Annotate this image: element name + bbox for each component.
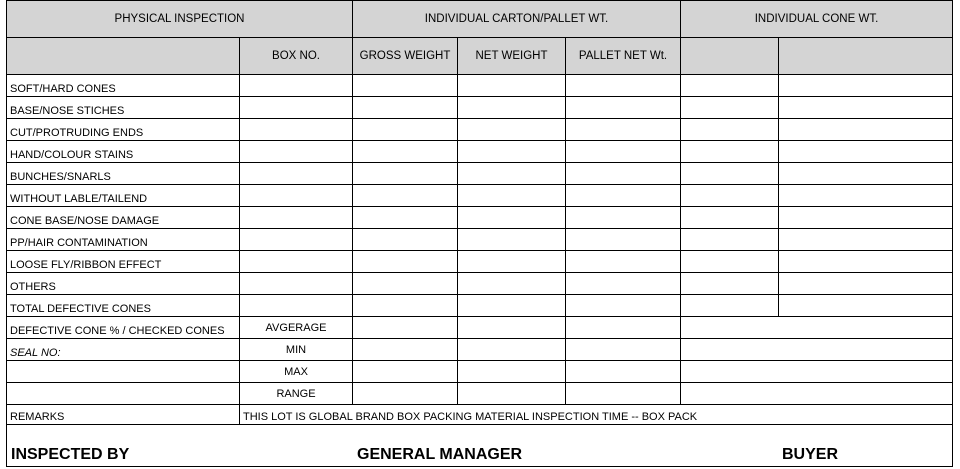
cone-weight-cell[interactable] [681,163,779,185]
net-weight-cell[interactable] [458,207,566,229]
min-label: MIN [240,339,353,361]
net-weight-cell[interactable] [458,163,566,185]
net-weight-cell[interactable] [458,251,566,273]
box-no-cell[interactable] [240,273,353,295]
table-row [7,361,953,383]
defect-label: CONE BASE/NOSE DAMAGE [7,207,240,229]
column-pallet-net-wt: PALLET NET Wt. [566,38,681,75]
gross-weight-cell[interactable] [353,75,458,97]
cone-weight-cell[interactable] [779,295,953,317]
gross-weight-cell[interactable] [353,383,458,405]
blank-label-cell[interactable] [7,383,240,405]
cone-weight-cell[interactable] [779,207,953,229]
pallet-net-cell[interactable] [566,207,681,229]
cone-weight-cell[interactable] [681,251,779,273]
cone-weight-cell[interactable] [779,163,953,185]
column-cone-weight-1 [681,38,779,75]
cone-weight-cell[interactable] [681,383,953,405]
gross-weight-cell[interactable] [353,207,458,229]
general-manager-label: GENERAL MANAGER [357,445,523,463]
net-weight-cell[interactable] [458,141,566,163]
column-gross-weight: GROSS WEIGHT [353,38,458,75]
pallet-net-cell[interactable] [566,75,681,97]
cone-weight-cell[interactable] [779,185,953,207]
defective-percent-label: DEFECTIVE CONE % / CHECKED CONES [7,317,240,339]
cone-weight-cell[interactable] [681,119,779,141]
remarks-label: REMARKS [7,405,240,425]
signature-row [7,425,953,467]
gross-weight-cell[interactable] [353,141,458,163]
gross-weight-cell[interactable] [353,273,458,295]
defect-label: BUNCHES/SNARLS [7,163,240,185]
pallet-net-cell[interactable] [566,141,681,163]
cone-weight-cell[interactable] [681,361,953,383]
blank-label-cell[interactable] [7,361,240,383]
box-no-cell[interactable] [240,207,353,229]
gross-weight-cell[interactable] [353,295,458,317]
gross-weight-cell[interactable] [353,97,458,119]
pallet-net-cell[interactable] [566,251,681,273]
cone-weight-cell[interactable] [779,141,953,163]
header-blank [7,38,240,75]
cone-weight-cell[interactable] [681,273,779,295]
column-cone-weight-2 [779,38,953,75]
cone-weight-cell[interactable] [779,97,953,119]
range-label: RANGE [240,383,353,405]
header-carton-pallet-weight: INDIVIDUAL CARTON/PALLET WT. [353,1,681,38]
remarks-row [7,405,953,425]
cone-weight-cell[interactable] [779,229,953,251]
cone-weight-cell[interactable] [681,141,779,163]
box-no-cell[interactable] [240,141,353,163]
header-physical-inspection: PHYSICAL INSPECTION [7,1,353,38]
header-cone-weight: INDIVIDUAL CONE WT. [681,1,953,38]
net-weight-cell[interactable] [458,185,566,207]
box-no-cell[interactable] [240,119,353,141]
signature-area [7,425,953,467]
seal-no-label: SEAL NO: [7,339,240,361]
cone-weight-cell[interactable] [681,295,779,317]
max-label: MAX [240,361,353,383]
net-weight-cell[interactable] [458,119,566,141]
net-weight-cell[interactable] [458,229,566,251]
gross-weight-cell[interactable] [353,361,458,383]
box-no-cell[interactable] [240,251,353,273]
table-row [7,295,953,317]
box-no-cell[interactable] [240,97,353,119]
defect-label: WITHOUT LABLE/TAILEND [7,185,240,207]
table-row [7,229,953,251]
pallet-net-cell[interactable] [566,163,681,185]
net-weight-cell[interactable] [458,361,566,383]
net-weight-cell[interactable] [458,97,566,119]
gross-weight-cell[interactable] [353,317,458,339]
cone-weight-cell[interactable] [681,185,779,207]
cone-weight-cell[interactable] [681,339,953,361]
net-weight-cell[interactable] [458,339,566,361]
pallet-net-cell[interactable] [566,317,681,339]
table-row [7,207,953,229]
defect-label: LOOSE FLY/RIBBON EFFECT [7,251,240,273]
table-row [7,97,953,119]
table-row [7,317,953,339]
table-row [7,251,953,273]
table-row [7,185,953,207]
box-no-cell[interactable] [240,229,353,251]
pallet-net-cell[interactable] [566,97,681,119]
defect-label: HAND/COLOUR STAINS [7,141,240,163]
table-row [7,273,953,295]
box-no-cell[interactable] [240,295,353,317]
average-label: AVGERAGE [240,317,353,339]
inspection-table [6,0,953,467]
column-box-no: BOX NO. [240,38,353,75]
gross-weight-cell[interactable] [353,163,458,185]
cone-weight-cell[interactable] [779,75,953,97]
table-row [7,383,953,405]
pallet-net-cell[interactable] [566,119,681,141]
box-no-cell[interactable] [240,185,353,207]
pallet-net-cell[interactable] [566,229,681,251]
cone-weight-cell[interactable] [681,75,779,97]
table-row [7,339,953,361]
pallet-net-cell[interactable] [566,185,681,207]
inspection-form [6,0,952,467]
cone-weight-cell[interactable] [779,273,953,295]
gross-weight-cell[interactable] [353,339,458,361]
cone-weight-cell[interactable] [681,97,779,119]
box-no-cell[interactable] [240,75,353,97]
net-weight-cell[interactable] [458,317,566,339]
cone-weight-cell[interactable] [681,207,779,229]
gross-weight-cell[interactable] [353,119,458,141]
buyer-label: BUYER [782,445,839,463]
table-row [7,75,953,97]
defect-label: TOTAL DEFECTIVE CONES [7,295,240,317]
gross-weight-cell[interactable] [353,185,458,207]
table-row [7,119,953,141]
net-weight-cell[interactable] [458,383,566,405]
net-weight-cell[interactable] [458,295,566,317]
net-weight-cell[interactable] [458,75,566,97]
pallet-net-cell[interactable] [566,273,681,295]
net-weight-cell[interactable] [458,273,566,295]
box-no-cell[interactable] [240,163,353,185]
inspected-by-label: INSPECTED BY [11,445,130,463]
cone-weight-cell[interactable] [779,251,953,273]
pallet-net-cell[interactable] [566,339,681,361]
gross-weight-cell[interactable] [353,251,458,273]
cone-weight-cell[interactable] [681,229,779,251]
defect-label: PP/HAIR CONTAMINATION [7,229,240,251]
pallet-net-cell[interactable] [566,383,681,405]
gross-weight-cell[interactable] [353,229,458,251]
remarks-text[interactable]: THIS LOT IS GLOBAL BRAND BOX PACKING MATERIAL INSPECTION TIME -- BOX PACK [240,405,953,425]
defect-label: SOFT/HARD CONES [7,75,240,97]
defect-label: BASE/NOSE STICHES [7,97,240,119]
cone-weight-cell[interactable] [779,119,953,141]
table-row [7,163,953,185]
defect-label: CUT/PROTRUDING ENDS [7,119,240,141]
pallet-net-cell[interactable] [566,361,681,383]
column-net-weight: NET WEIGHT [458,38,566,75]
pallet-net-cell[interactable] [566,295,681,317]
cone-weight-cell[interactable] [681,317,953,339]
table-row [7,141,953,163]
defect-label: OTHERS [7,273,240,295]
